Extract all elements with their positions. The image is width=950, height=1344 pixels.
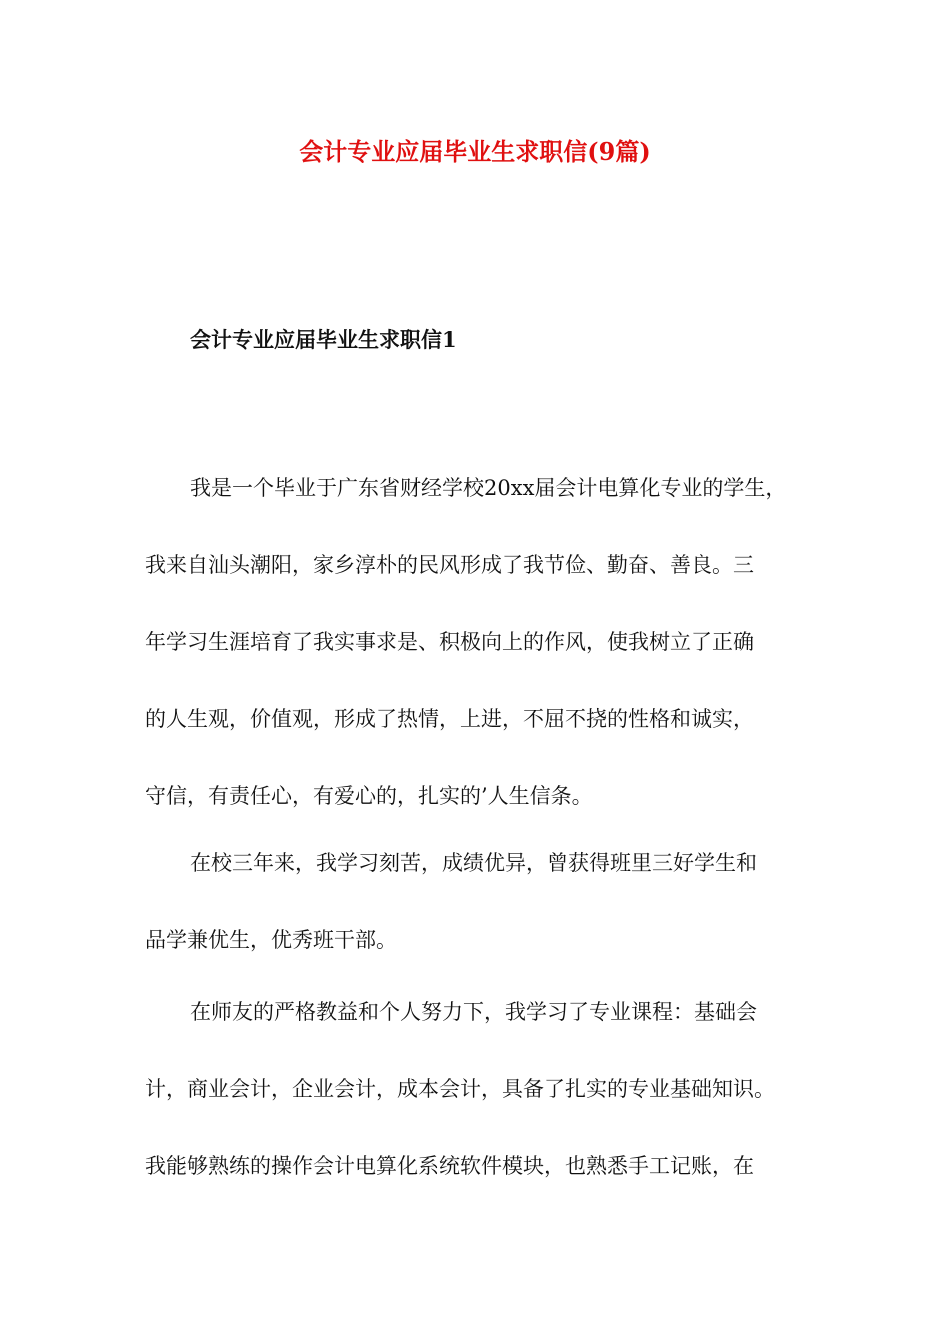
paragraph-line: 在校三年来，我学习刻苦，成绩优异，曾获得班里三好学生和 [190, 851, 757, 875]
paragraph-line: 我是一个毕业于广东省财经学校20xx届会计电算化专业的学生， [190, 476, 787, 500]
paragraph-line: 的人生观，价值观，形成了热情，上进，不屈不挠的性格和诚实， [145, 707, 754, 731]
paragraph-line: 计，商业会计，企业会计，成本会计，具备了扎实的专业基础知识。 [145, 1077, 775, 1101]
paragraph-line: 我来自汕头潮阳，家乡淳朴的民风形成了我节俭、勤奋、善良。三 [145, 553, 754, 577]
paragraph-line: 我能够熟练的操作会计电算化系统软件模块，也熟悉手工记账，在 [145, 1154, 754, 1178]
paragraph-line: 品学兼优生，优秀班干部。 [145, 928, 397, 952]
document-title: 会计专业应届毕业生求职信(9篇) [299, 137, 651, 166]
paragraph-line: 在师友的严格教益和个人努力下，我学习了专业课程：基础会 [190, 1000, 757, 1024]
section-heading: 会计专业应届毕业生求职信1 [190, 327, 457, 352]
paragraph-line: 年学习生涯培育了我实事求是、积极向上的作风，使我树立了正确 [145, 630, 754, 654]
paragraph-line: 守信，有责任心，有爱心的，扎实的’人生信条。 [145, 784, 593, 808]
